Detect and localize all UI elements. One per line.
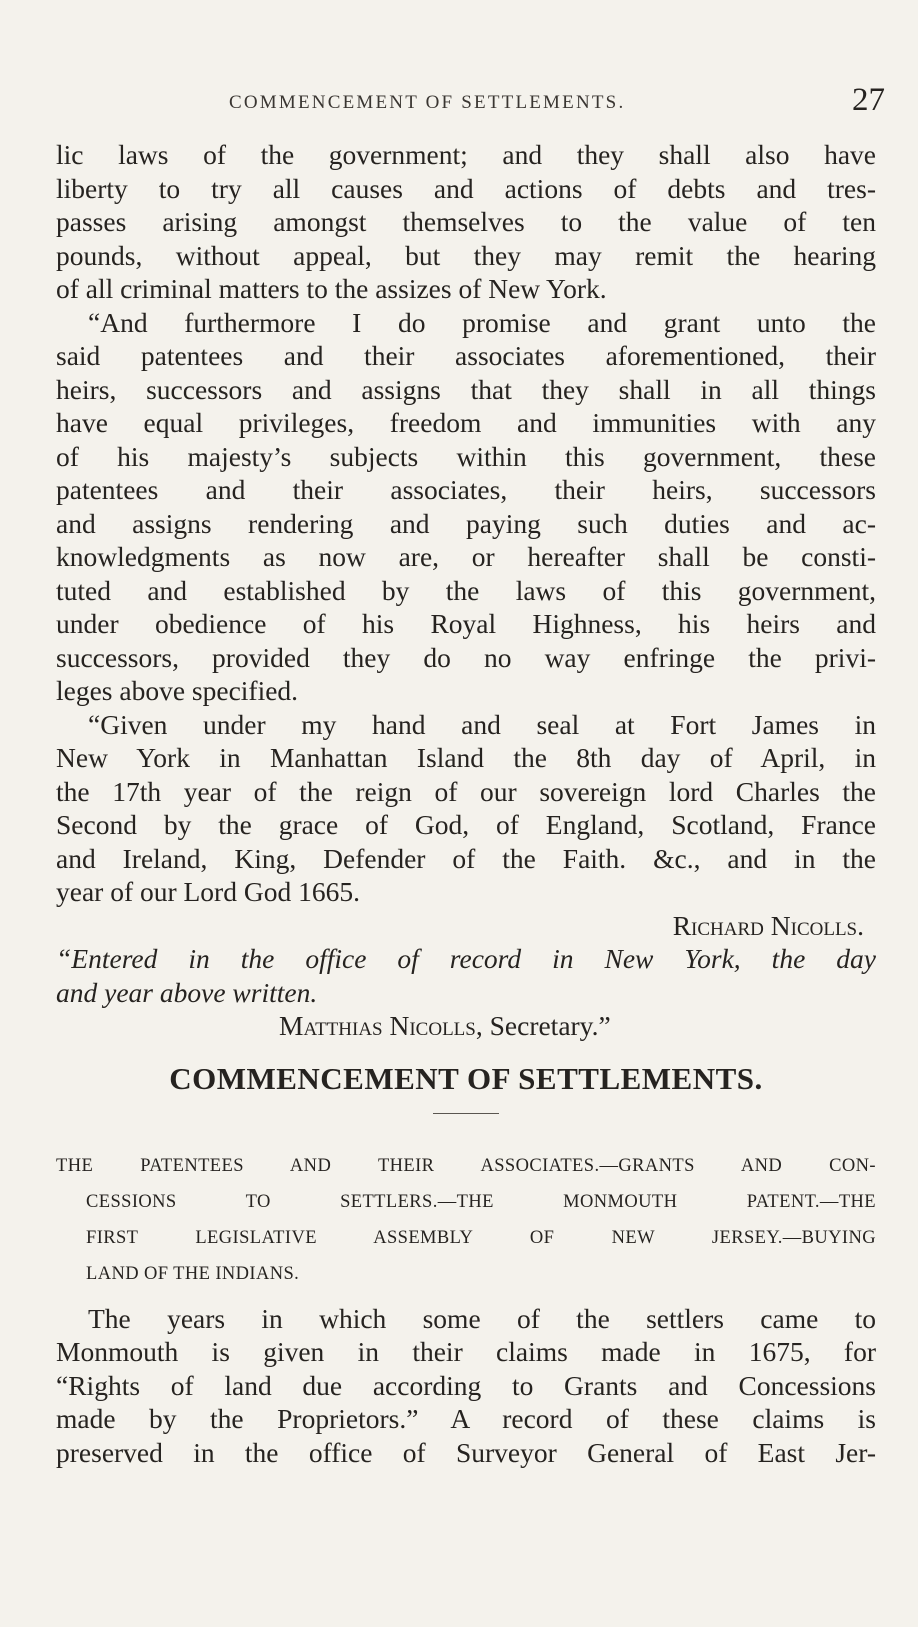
signature-richard-nicolls: Richard Nicolls. [672, 909, 864, 941]
text-line: Second by the grace of God, of England, Scotland, France [56, 809, 876, 840]
text-line: “Given under my hand and seal at Fort James in [88, 708, 876, 740]
paragraph-given [56, 708, 876, 909]
text-line: preserved in the office of Surveyor General of East Jer- [56, 1436, 876, 1468]
page-number: 27 [852, 82, 885, 118]
page-body [56, 138, 876, 1469]
text-line: and Ireland, King, Defender of the Faith. &c., and in the [56, 842, 876, 874]
text-line: knowledgments as now are, or hereafter shall be consti- [56, 541, 876, 572]
text-line: under obedience of his Royal Highness, his heirs and [56, 608, 876, 639]
spacer [56, 1292, 876, 1302]
paragraph-settlers [56, 1302, 876, 1470]
running-title: COMMENCEMENT OF SETTLEMENTS. [229, 92, 626, 113]
text-line: passes arising amongst themselves to the value of ten [56, 206, 876, 237]
text-line: tuted and established by the laws of this government, [56, 574, 876, 606]
text-line: patentees and their associates, their heirs, successors [56, 474, 876, 505]
text-line: “Rights of land due according to Grants and Concessions [56, 1369, 876, 1401]
text-line: year of our Lord God 1665. [56, 876, 360, 907]
secretary-title: Secretary.” [489, 1010, 611, 1041]
text-line: the 17th year of the reign of our sovereign lord Charles the [56, 775, 876, 807]
entry-note [56, 942, 876, 1009]
text-line: “And furthermore I do promise and grant unto the [88, 306, 876, 338]
synopsis-line: FIRST LEGISLATIVE ASSEMBLY OF NEW JERSEY.—BUYING [86, 1227, 876, 1248]
text-line: liberty to try all causes and actions of debts and tres- [56, 172, 876, 204]
text-line: Monmouth is given in their claims made in 1675, for [56, 1336, 876, 1367]
text-line: made by the Proprietors.” A record of these claims is [56, 1403, 876, 1434]
secretary-name: Matthias Nicolls, [279, 1010, 483, 1041]
text-line: pounds, without appeal, but they may remit the hearing [56, 239, 876, 271]
paragraph-privileges [56, 306, 876, 708]
text-line: successors, provided they do no way enfringe the privi- [56, 641, 876, 673]
chapter-title: COMMENCEMENT OF SETTLEMENTS. [169, 1060, 763, 1096]
synopsis-line: CESSIONS TO SETTLERS.—THE MONMOUTH PATENT.—THE [86, 1191, 876, 1212]
synopsis-line: THE PATENTEES AND THEIR ASSOCIATES.—GRANTS AND CON- [56, 1155, 876, 1176]
text-line: of all criminal matters to the assizes of New York. [56, 273, 607, 304]
text-line: of his majesty’s subjects within this government, these [56, 440, 876, 472]
chapter-synopsis [56, 1148, 876, 1292]
text-line: have equal privileges, freedom and immunities with any [56, 407, 876, 438]
text-line: heirs, successors and assigns that they shall in all things [56, 373, 876, 405]
divider-rule [433, 1113, 499, 1114]
text-line: “Entered in the office of record in New York, the day [56, 943, 876, 974]
text-line: lic laws of the government; and they shall also have [56, 139, 876, 170]
text-line: and assigns rendering and paying such duties and ac- [56, 507, 876, 539]
synopsis-line: LAND OF THE INDIANS. [86, 1263, 300, 1284]
text-line: The years in which some of the settlers came to [88, 1302, 876, 1334]
paragraph-laws [56, 138, 876, 306]
text-line: leges above specified. [56, 675, 299, 706]
text-line: New York in Manhattan Island the 8th day of April, in [56, 742, 876, 773]
page-header [0, 82, 918, 128]
signature-secretary [56, 1009, 876, 1043]
text-line: said patentees and their associates aforementioned, their [56, 340, 876, 371]
text-line: and year above written. [56, 976, 318, 1008]
